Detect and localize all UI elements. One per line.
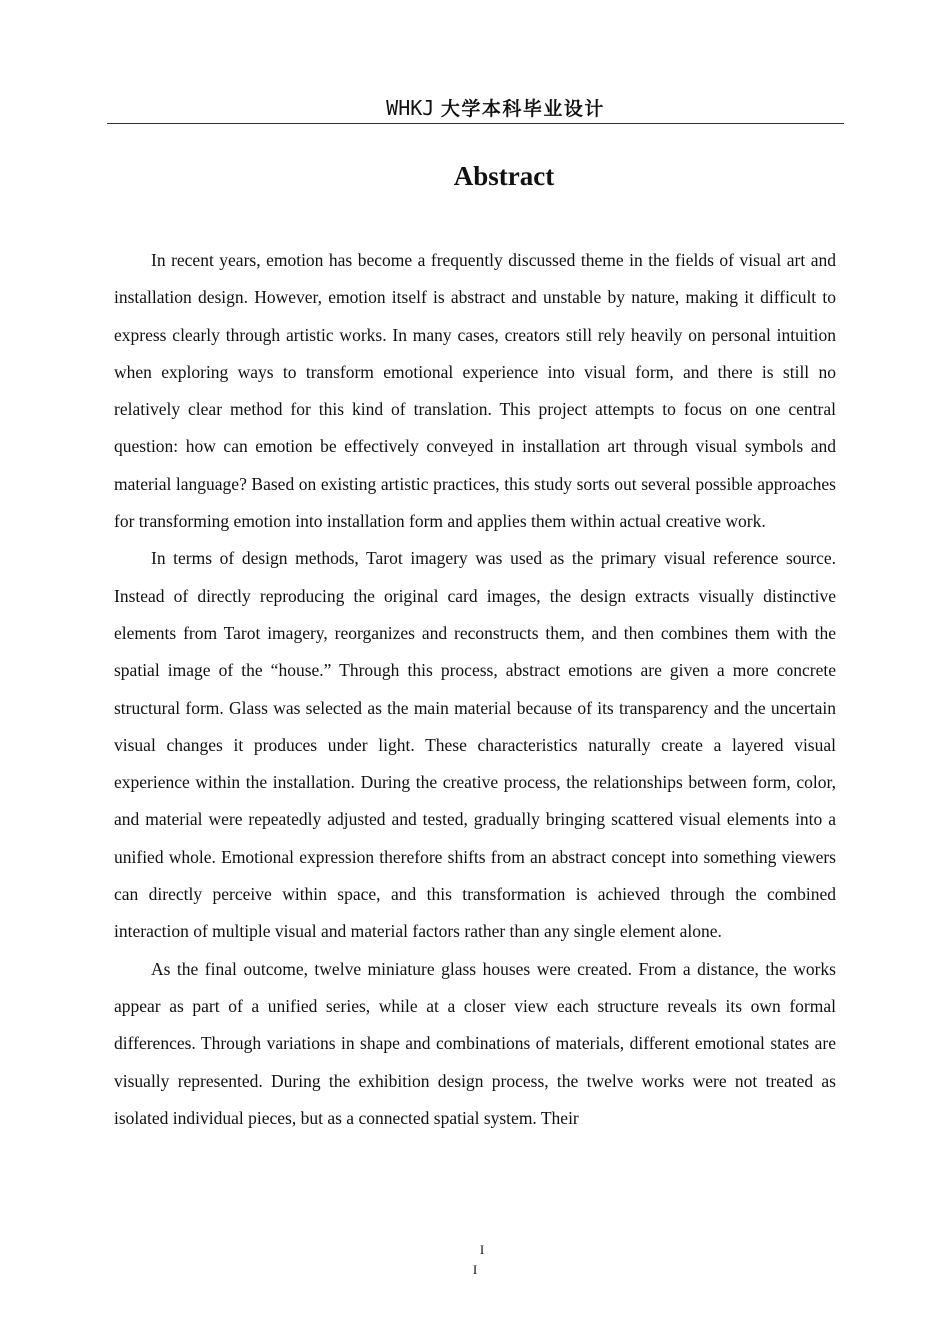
abstract-body bbox=[114, 242, 836, 1137]
header-cjk: 大学本科毕业设计 bbox=[440, 98, 605, 120]
page-header bbox=[107, 95, 844, 124]
page-number: I bbox=[479, 1242, 485, 1257]
page-title: Abstract bbox=[453, 161, 555, 191]
header-text bbox=[107, 95, 844, 122]
paragraph-2: In terms of design methods, Tarot imagery was used as the primary visual reference source. Instead of directly reproducing the original card images, the design extracts visually distinctive elements from Tarot imagery, reorganizes and reconstructs them, and then combines them with the spatial image of the “house.” Through this process, abstract emotions are given a more concrete structural form. Glass was selected as the main material because of its transparency and the uncertain visual changes it produces under light. These characteristics naturally create a layered visual experience within the installation. During the creative process, the relationships between form, color, and material were repeatedly adjusted and tested, gradually bringing scattered visual elements into a unified whole. Emotional expression therefore shifts from an abstract concept into something viewers can directly perceive within space, and this transformation is achieved through the combined interaction of multiple visual and material factors rather than any single element alone. bbox=[114, 548, 836, 942]
paragraph-1: In recent years, emotion has become a frequently discussed theme in the fields of visual art and installation design. However, emotion itself is abstract and unstable by nature, making it difficult to express clearly through artistic works. In many cases, creators still rely heavily on personal intuition when exploring ways to transform emotional experience into visual form, and there is still no relatively clear method for this kind of translation. This project attempts to focus on one central question: how can emotion be effectively conveyed in installation art through visual symbols and material language? Based on existing artistic practices, this study sorts out several possible approaches for transforming emotion into installation form and applies them within actual creative work. bbox=[114, 250, 836, 532]
paragraph-3: As the final outcome, twelve miniature glass houses were created. From a distance, the works appear as part of a unified series, while at a closer view each structure reveals its own formal differences. Through variations in shape and combinations of materials, different emotional states are visually represented. During the exhibition design process, the twelve works were not treated as isolated individual pieces, but as a connected spatial system. Their bbox=[114, 958, 836, 1128]
header-latin: WHKJ bbox=[386, 96, 435, 120]
page-number-secondary: I bbox=[472, 1262, 478, 1277]
